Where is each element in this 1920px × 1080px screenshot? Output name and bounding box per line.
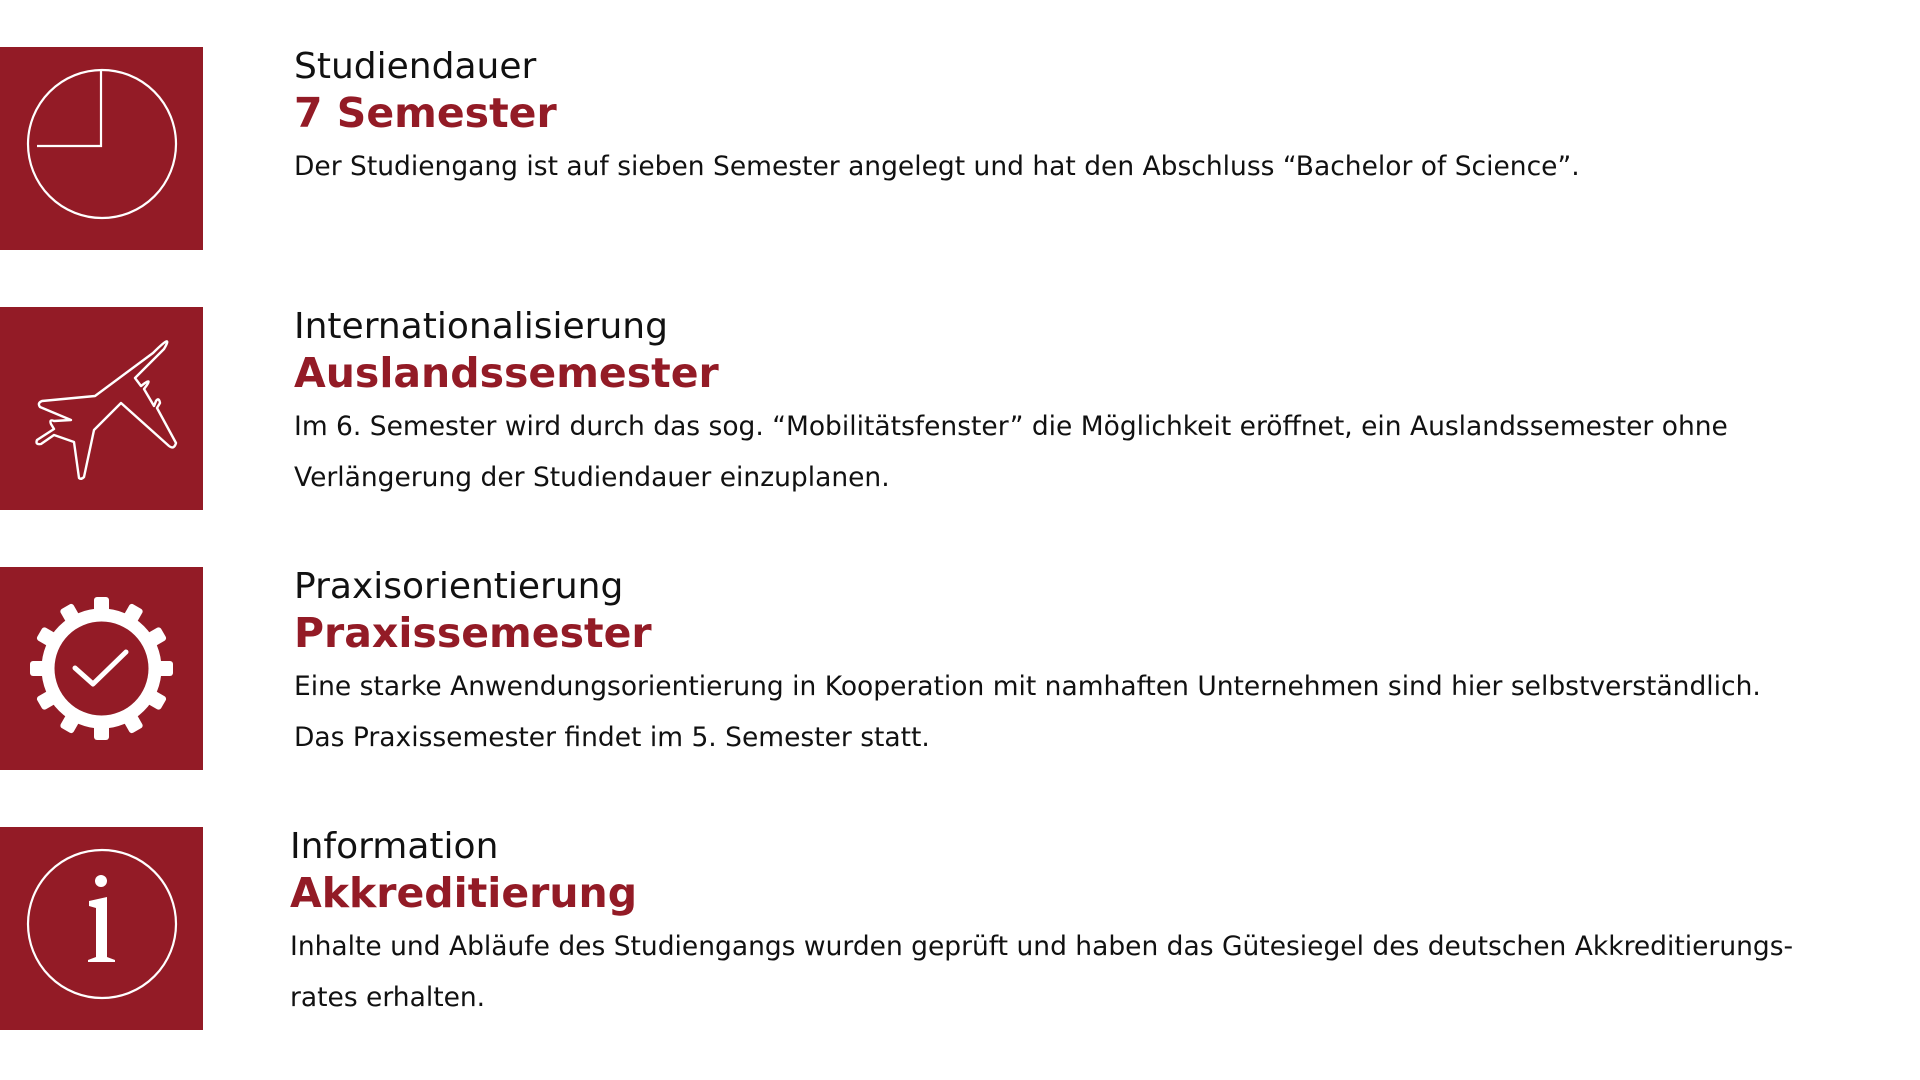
info-item-duration	[0, 47, 1920, 250]
description-line: Das Praxissemester findet im 5. Semester statt.	[294, 722, 930, 753]
item-label: Internationalisierung	[294, 306, 668, 347]
item-headline: Akkreditierung	[290, 869, 638, 917]
item-headline: Auslandssemester	[294, 349, 719, 397]
item-label: Praxisorientierung	[294, 566, 624, 607]
icon-tile	[0, 47, 203, 250]
icon-tile	[0, 307, 203, 510]
info-item-practice	[0, 567, 1920, 770]
item-label: Information	[290, 826, 499, 867]
description-line: Verlängerung der Studiendauer einzuplanen.	[294, 462, 890, 493]
item-headline: 7 Semester	[294, 89, 557, 137]
item-description	[294, 401, 1854, 503]
item-description	[290, 921, 1850, 1023]
description-line: Eine starke Anwendungsorientierung in Kooperation mit namhaften Unternehmen sind hier selbstverständlich.	[294, 671, 1761, 702]
description-line: Inhalte und Abläufe des Studiengangs wurden geprüft und haben das Gütesiegel des deutschen Akkreditierungs-	[290, 931, 1794, 962]
info-item-internationalisation	[0, 307, 1920, 510]
info-icon	[0, 827, 203, 1030]
info-item-text	[294, 567, 1854, 763]
info-item-text	[290, 827, 1850, 1023]
info-item-text	[294, 47, 1854, 192]
info-item-accreditation	[0, 827, 1920, 1030]
description-line: Im 6. Semester wird durch das sog. “Mobilitätsfenster” die Möglichkeit eröffnet, ein Auslandssemester ohne	[294, 411, 1728, 442]
info-item-text	[294, 307, 1854, 503]
description-line: Der Studiengang ist auf sieben Semester angelegt und hat den Abschluss “Bachelor of Science”.	[294, 151, 1580, 182]
item-label: Studiendauer	[294, 46, 537, 87]
item-headline: Praxissemester	[294, 609, 652, 657]
airplane-icon	[0, 307, 203, 510]
clock-icon	[0, 47, 203, 250]
description-line: rates erhalten.	[290, 982, 486, 1013]
item-description	[294, 141, 1854, 192]
gear-check-icon	[0, 567, 203, 770]
item-description	[294, 661, 1854, 763]
icon-tile	[0, 567, 203, 770]
icon-tile	[0, 827, 203, 1030]
